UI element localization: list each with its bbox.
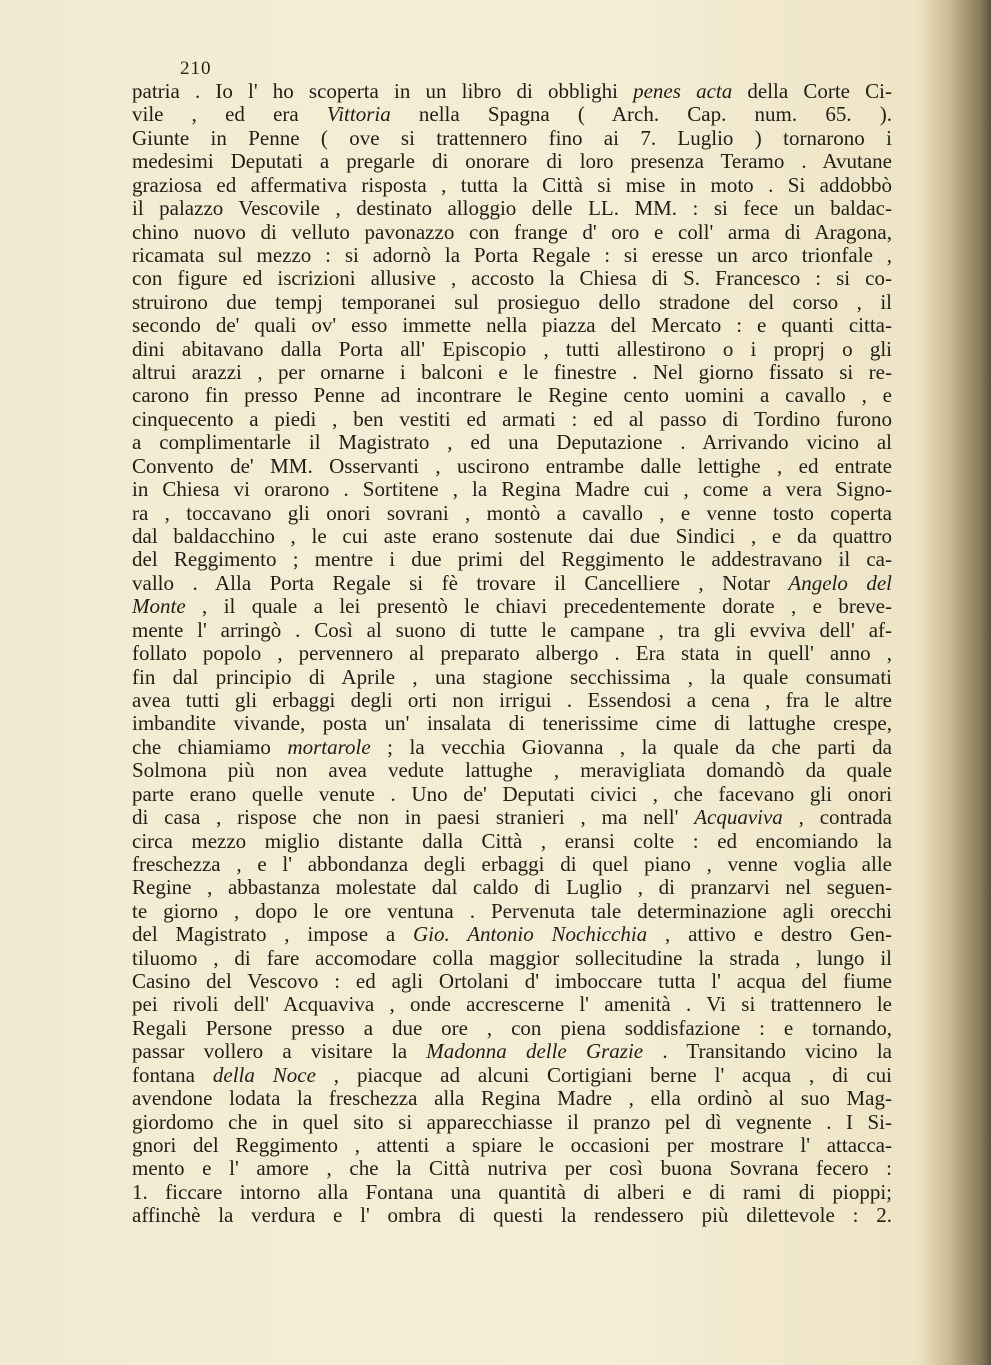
- text-line: [132, 970, 892, 993]
- text-segment: graziosa ed affermativa risposta , tutta la Città si mise in moto . Si addobbò: [132, 172, 892, 197]
- text-segment: , il quale a lei presentò le chiavi precedentemente dorate , e breve-: [185, 594, 892, 619]
- text-line: [132, 900, 892, 923]
- text-line: [132, 806, 892, 829]
- text-segment: 1. ficcare intorno alla Fontana una quantità di alberi e di rami di pioppi;: [132, 1179, 892, 1204]
- text-segment: medesimi Deputati a pregarle di onorare di loro presenza Teramo . Avutane: [132, 149, 892, 174]
- text-segment: Convento de' MM. Osservanti , uscirono entrambe dalle lettighe , ed entrate: [132, 453, 892, 478]
- text-segment: freschezza , e l' abbondanza degli erbaggi di quel piano , venne voglia alle: [132, 851, 892, 876]
- text-line: [132, 689, 892, 712]
- text-segment: ; la vecchia Giovanna , la quale da che parti da: [370, 734, 892, 759]
- text-line: [132, 572, 892, 595]
- italic-text-segment: Angelo del: [788, 570, 892, 595]
- text-segment: secondo de' quali ov' esso immette nella piazza del Mercato : e quanti citta-: [132, 313, 892, 338]
- text-segment: mente l' arringò . Così al suono di tutte le campane , tra gli evviva dell' af-: [132, 617, 892, 642]
- italic-text-segment: Monte: [132, 594, 186, 619]
- text-segment: del Reggimento ; mentre i due primi del Reggimento le addestravano il ca-: [132, 547, 892, 572]
- text-line: [132, 830, 892, 853]
- text-segment: carono fin presso Penne ad incontrare le Regine cento uomini a cavallo , e: [132, 383, 892, 408]
- text-line: [132, 947, 892, 970]
- text-segment: imbandite vivande, posta un' insalata di tenerissime cime di lattughe crespe,: [132, 711, 892, 736]
- text-segment: Regali Persone presso a due ore , con piena soddisfazione : e tornando,: [132, 1015, 892, 1040]
- text-line: [132, 876, 892, 899]
- text-segment: avendone lodata la freschezza alla Regina Madre , ella ordinò al suo Mag-: [132, 1086, 892, 1111]
- text-line: [132, 150, 892, 173]
- text-segment: pei rivoli dell' Acquaviva , onde accrescerne l' amenità . Vi si trattennero le: [132, 992, 892, 1017]
- text-line: [132, 478, 892, 501]
- text-line: [132, 1017, 892, 1040]
- text-line: [132, 431, 892, 454]
- text-line: [132, 267, 892, 290]
- text-segment: struirono due tempj temporanei sul prosieguo dello stradone del corso , il: [132, 289, 892, 314]
- text-line: [132, 1134, 892, 1157]
- text-segment: in Chiesa vi orarono . Sortitene , la Regina Madre cui , come a vera Signo-: [132, 477, 892, 502]
- text-segment: cinquecento a piedi , ben vestiti ed armati : ed al passo di Tordino furono: [132, 406, 892, 431]
- text-segment: affinchè la verdura e l' ombra di questi la rendessero più dilettevole : 2.: [132, 1203, 892, 1228]
- italic-text-segment: penes acta: [633, 79, 733, 103]
- text-segment: a complimentarle il Magistrato , ed una Deputazione . Arrivando vicino al: [132, 430, 892, 455]
- text-segment: Casino del Vescovo : ed agli Ortolani d' imboccare tutta l' acqua del fiume: [132, 969, 892, 994]
- text-line: [132, 923, 892, 946]
- italic-text-segment: Madonna delle Grazie: [426, 1039, 644, 1064]
- text-segment: con figure ed iscrizioni allusive , accosto la Chiesa di S. Francesco : si co-: [132, 266, 892, 291]
- text-segment: chino nuovo di velluto pavonazzo con frange d' oro e coll' arma di Aragona,: [132, 219, 892, 244]
- text-line: [132, 619, 892, 642]
- italic-text-segment: Vittoria: [326, 102, 391, 127]
- text-line: [132, 548, 892, 571]
- text-line: [132, 595, 892, 618]
- text-line: [132, 1181, 892, 1204]
- text-segment: Solmona più non avea vedute lattughe , meravigliata domandò da quale: [132, 758, 892, 783]
- text-segment: , contrada: [782, 805, 892, 830]
- text-line: [132, 291, 892, 314]
- text-segment: fontana: [132, 1062, 213, 1087]
- text-segment: ra , toccavano gli onori sovrani , montò a cavallo , e venne tosto coperta: [132, 500, 892, 525]
- text-segment: passar vollero a visitare la: [132, 1039, 427, 1064]
- text-line: [132, 314, 892, 337]
- text-segment: , piacque ad alcuni Cortigiani berne l' acqua , di cui: [315, 1062, 892, 1087]
- text-line: [132, 127, 892, 150]
- text-segment: ricamata sul mezzo : si adornò la Porta Regale : si eresse un arco trionfale ,: [132, 242, 892, 267]
- text-segment: te giorno , dopo le ore ventuna . Pervenuta tale determinazione agli orecchi: [132, 898, 892, 923]
- text-segment: patria . Io l' ho scoperta in un libro di obblighi: [132, 79, 634, 103]
- text-line: [132, 736, 892, 759]
- text-line: [132, 642, 892, 665]
- text-line: [132, 455, 892, 478]
- text-segment: . Transitando vicino la: [643, 1039, 892, 1064]
- text-line: [132, 1204, 892, 1227]
- text-segment: Giunte in Penne ( ove si trattennero fino ai 7. Luglio ) tornarono i: [132, 125, 892, 150]
- text-line: [132, 384, 892, 407]
- text-line: [132, 1087, 892, 1110]
- text-line: [132, 174, 892, 197]
- italic-text-segment: Gio. Antonio Nochicchia: [413, 922, 648, 947]
- text-segment: fin dal principio di Aprile , una stagione secchissima , la quale consumati: [132, 664, 892, 689]
- text-line: [132, 525, 892, 548]
- text-segment: avea tutti gli erbaggi degli orti non irrigui . Essendosi a cena , fra le altre: [132, 687, 892, 712]
- text-line: [132, 1064, 892, 1087]
- text-segment: mento e l' amore , che la Città nutriva per così buona Sovrana fecero :: [132, 1156, 892, 1181]
- italic-text-segment: della Noce: [212, 1062, 316, 1087]
- text-line: [132, 712, 892, 735]
- text-line: [132, 1040, 892, 1063]
- text-segment: Regine , abbastanza molestate dal caldo di Luglio , di pranzarvi nel seguen-: [132, 875, 892, 900]
- text-segment: di casa , rispose che non in paesi stranieri , ma nell': [132, 805, 695, 830]
- text-segment: dal baldacchino , le cui aste erano sostenute dai due Sindici , e da quattro: [132, 524, 892, 549]
- text-line: [132, 666, 892, 689]
- text-segment: della Corte Ci-: [732, 79, 892, 103]
- text-segment: che chiamiamo: [132, 734, 288, 759]
- text-segment: nella Spagna ( Arch. Cap. num. 65. ).: [390, 102, 892, 127]
- text-segment: gnori del Reggimento , attenti a spiare le occasioni per mostrare l' attacca-: [132, 1132, 892, 1157]
- text-line: [132, 197, 892, 220]
- italic-text-segment: Acquaviva: [694, 805, 783, 830]
- text-line: [132, 408, 892, 431]
- text-line: [132, 361, 892, 384]
- text-line: [132, 244, 892, 267]
- text-line: [132, 80, 892, 103]
- text-segment: giordomo che in quel sito si apparecchiasse il pranzo pel dì vegnente . I Si-: [132, 1109, 892, 1134]
- text-line: [132, 338, 892, 361]
- text-line: [132, 853, 892, 876]
- text-line: [132, 1157, 892, 1180]
- page-number: 210: [180, 58, 212, 79]
- text-segment: circa mezzo miglio distante dalla Città , eransi colte : ed encomiando la: [132, 828, 892, 853]
- text-line: [132, 1111, 892, 1134]
- text-segment: vile , ed era: [132, 102, 327, 127]
- text-segment: vallo . Alla Porta Regale si fè trovare il Cancelliere , Notar: [132, 570, 789, 595]
- text-segment: del Magistrato , impose a: [132, 922, 413, 947]
- text-body: [132, 80, 892, 1228]
- text-segment: il palazzo Vescovile , destinato alloggio delle LL. MM. : si fece un baldac-: [132, 196, 892, 221]
- text-line: [132, 221, 892, 244]
- text-line: [132, 502, 892, 525]
- text-segment: altrui arazzi , per ornarne i balconi e le finestre . Nel giorno fissato si re-: [132, 360, 892, 385]
- text-line: [132, 103, 892, 126]
- text-segment: parte erano quelle venute . Uno de' Deputati civici , che facevano gli onori: [132, 781, 892, 806]
- text-line: [132, 783, 892, 806]
- page-gutter-shadow: [919, 0, 991, 1365]
- italic-text-segment: mortarole: [287, 734, 371, 759]
- text-segment: , attivo e destro Gen-: [647, 922, 892, 947]
- text-segment: tiluomo , di fare accomodare colla maggior sollecitudine la strada , lungo il: [132, 945, 892, 970]
- text-line: [132, 993, 892, 1016]
- text-segment: follato popolo , pervennero al preparato albergo . Era stata in quell' anno ,: [132, 641, 892, 666]
- text-line: [132, 759, 892, 782]
- text-segment: dini abitavano dalla Porta all' Episcopio , tutti allestirono o i proprj o gli: [132, 336, 892, 361]
